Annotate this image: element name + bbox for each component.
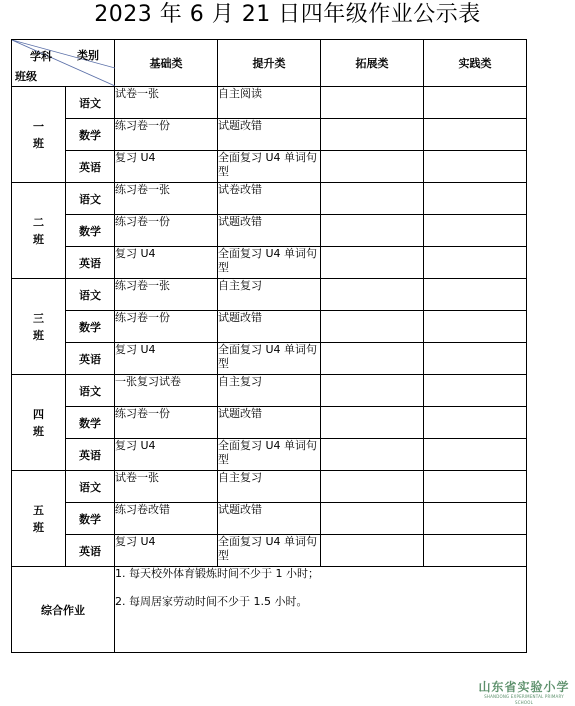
practice-homework-cell xyxy=(424,375,527,407)
extend-homework-cell xyxy=(321,311,424,343)
basic-homework-cell: 练习卷一张 xyxy=(115,183,218,215)
class-name-line2: 班 xyxy=(33,328,44,342)
basic-homework-cell: 练习卷一份 xyxy=(115,215,218,247)
class-name-line1: 一 xyxy=(33,119,44,133)
table-row xyxy=(12,375,527,407)
practice-homework-cell xyxy=(424,215,527,247)
subject-cell: 英语 xyxy=(66,535,115,567)
class-name-cell xyxy=(12,375,66,471)
extend-homework-cell xyxy=(321,439,424,471)
basic-homework-cell: 复习 U4 xyxy=(115,535,218,567)
subject-cell: 英语 xyxy=(66,343,115,375)
practice-homework-cell xyxy=(424,119,527,151)
improve-homework-cell: 试题改错 xyxy=(218,503,321,535)
practice-homework-cell xyxy=(424,439,527,471)
practice-homework-cell xyxy=(424,343,527,375)
subject-cell: 英语 xyxy=(66,151,115,183)
practice-homework-cell xyxy=(424,279,527,311)
class-name-cell xyxy=(12,471,66,567)
class-name-line2: 班 xyxy=(33,424,44,438)
basic-homework-cell: 练习卷一份 xyxy=(115,311,218,343)
extend-homework-cell xyxy=(321,87,424,119)
table-row xyxy=(12,151,527,183)
summary-item: 2. 每周居家劳动时间不少于 1.5 小时。 xyxy=(115,595,308,608)
table-row xyxy=(12,215,527,247)
extend-homework-cell xyxy=(321,119,424,151)
basic-homework-cell: 试卷一张 xyxy=(115,471,218,503)
basic-homework-cell: 练习卷改错 xyxy=(115,503,218,535)
basic-homework-cell: 练习卷一份 xyxy=(115,407,218,439)
corner-category-label: 类别 xyxy=(77,49,99,62)
school-logo-name-en: SHANDONG EXPERIMENTAL PRIMARY SCHOOL xyxy=(484,694,564,705)
extend-homework-cell xyxy=(321,471,424,503)
improve-homework-cell: 试卷改错 xyxy=(218,183,321,215)
extend-homework-cell xyxy=(321,375,424,407)
extend-homework-cell xyxy=(321,215,424,247)
basic-homework-cell: 复习 U4 xyxy=(115,247,218,279)
improve-homework-cell: 全面复习 U4 单词句型 xyxy=(218,535,321,567)
subject-cell: 数学 xyxy=(66,311,115,343)
basic-homework-cell: 练习卷一张 xyxy=(115,279,218,311)
class-name-line2: 班 xyxy=(33,232,44,246)
improve-homework-cell: 试题改错 xyxy=(218,311,321,343)
subject-cell: 语文 xyxy=(66,279,115,311)
class-name-cell xyxy=(12,87,66,183)
subject-cell: 语文 xyxy=(66,183,115,215)
subject-cell: 英语 xyxy=(66,439,115,471)
header-row xyxy=(12,40,527,87)
table-row xyxy=(12,343,527,375)
class-name-line2: 班 xyxy=(33,520,44,534)
practice-homework-cell xyxy=(424,407,527,439)
basic-homework-cell: 练习卷一份 xyxy=(115,119,218,151)
basic-homework-cell: 一张复习试卷 xyxy=(115,375,218,407)
table-row xyxy=(12,535,527,567)
improve-homework-cell: 试题改错 xyxy=(218,119,321,151)
summary-content xyxy=(115,567,527,653)
improve-homework-cell: 全面复习 U4 单词句型 xyxy=(218,439,321,471)
class-name-line1: 三 xyxy=(33,311,44,325)
subject-cell: 数学 xyxy=(66,215,115,247)
summary-label: 综合作业 xyxy=(12,567,115,653)
basic-homework-cell: 复习 U4 xyxy=(115,343,218,375)
table-row xyxy=(12,439,527,471)
improve-homework-cell: 全面复习 U4 单词句型 xyxy=(218,247,321,279)
table-row xyxy=(12,407,527,439)
subject-cell: 数学 xyxy=(66,407,115,439)
table-row xyxy=(12,471,527,503)
column-header-practice: 实践类 xyxy=(424,40,527,87)
improve-homework-cell: 自主复习 xyxy=(218,471,321,503)
subject-cell: 语文 xyxy=(66,471,115,503)
subject-cell: 数学 xyxy=(66,503,115,535)
table-row xyxy=(12,247,527,279)
extend-homework-cell xyxy=(321,343,424,375)
summary-row xyxy=(12,567,527,653)
improve-homework-cell: 自主阅读 xyxy=(218,87,321,119)
improve-homework-cell: 全面复习 U4 单词句型 xyxy=(218,151,321,183)
class-name-line1: 二 xyxy=(33,215,44,229)
header-corner-cell xyxy=(12,40,115,87)
practice-homework-cell xyxy=(424,311,527,343)
extend-homework-cell xyxy=(321,247,424,279)
improve-homework-cell: 自主复习 xyxy=(218,375,321,407)
basic-homework-cell: 试卷一张 xyxy=(115,87,218,119)
corner-subject-label: 学科 xyxy=(30,50,52,63)
improve-homework-cell: 全面复习 U4 单词句型 xyxy=(218,343,321,375)
subject-cell: 语文 xyxy=(66,87,115,119)
column-header-basic: 基础类 xyxy=(115,40,218,87)
corner-class-label: 班级 xyxy=(15,70,37,83)
subject-cell: 语文 xyxy=(66,375,115,407)
extend-homework-cell xyxy=(321,151,424,183)
class-name-line1: 四 xyxy=(33,407,44,421)
extend-homework-cell xyxy=(321,535,424,567)
extend-homework-cell xyxy=(321,503,424,535)
extend-homework-cell xyxy=(321,407,424,439)
column-header-extend: 拓展类 xyxy=(321,40,424,87)
practice-homework-cell xyxy=(424,535,527,567)
basic-homework-cell: 复习 U4 xyxy=(115,151,218,183)
school-logo-name: 山东省实验小学 xyxy=(478,680,570,694)
class-name-line1: 五 xyxy=(33,503,44,517)
homework-table xyxy=(11,39,527,653)
practice-homework-cell xyxy=(424,87,527,119)
practice-homework-cell xyxy=(424,471,527,503)
basic-homework-cell: 复习 U4 xyxy=(115,439,218,471)
page-title: 2023 年 6 月 21 日四年级作业公示表 xyxy=(94,2,481,27)
improve-homework-cell: 试题改错 xyxy=(218,407,321,439)
subject-cell: 数学 xyxy=(66,119,115,151)
table-row xyxy=(12,183,527,215)
improve-homework-cell: 试题改错 xyxy=(218,215,321,247)
class-name-line2: 班 xyxy=(33,136,44,150)
practice-homework-cell xyxy=(424,247,527,279)
table-row xyxy=(12,279,527,311)
class-name-cell xyxy=(12,183,66,279)
class-name-cell xyxy=(12,279,66,375)
practice-homework-cell xyxy=(424,183,527,215)
summary-item: 1. 每天校外体育锻炼时间不少于 1 小时； xyxy=(115,567,319,580)
table-row xyxy=(12,311,527,343)
extend-homework-cell xyxy=(321,279,424,311)
table-row xyxy=(12,503,527,535)
school-logo xyxy=(478,680,570,706)
table-row xyxy=(12,87,527,119)
extend-homework-cell xyxy=(321,183,424,215)
practice-homework-cell xyxy=(424,151,527,183)
table-row xyxy=(12,119,527,151)
column-header-improve: 提升类 xyxy=(218,40,321,87)
improve-homework-cell: 自主复习 xyxy=(218,279,321,311)
practice-homework-cell xyxy=(424,503,527,535)
subject-cell: 英语 xyxy=(66,247,115,279)
